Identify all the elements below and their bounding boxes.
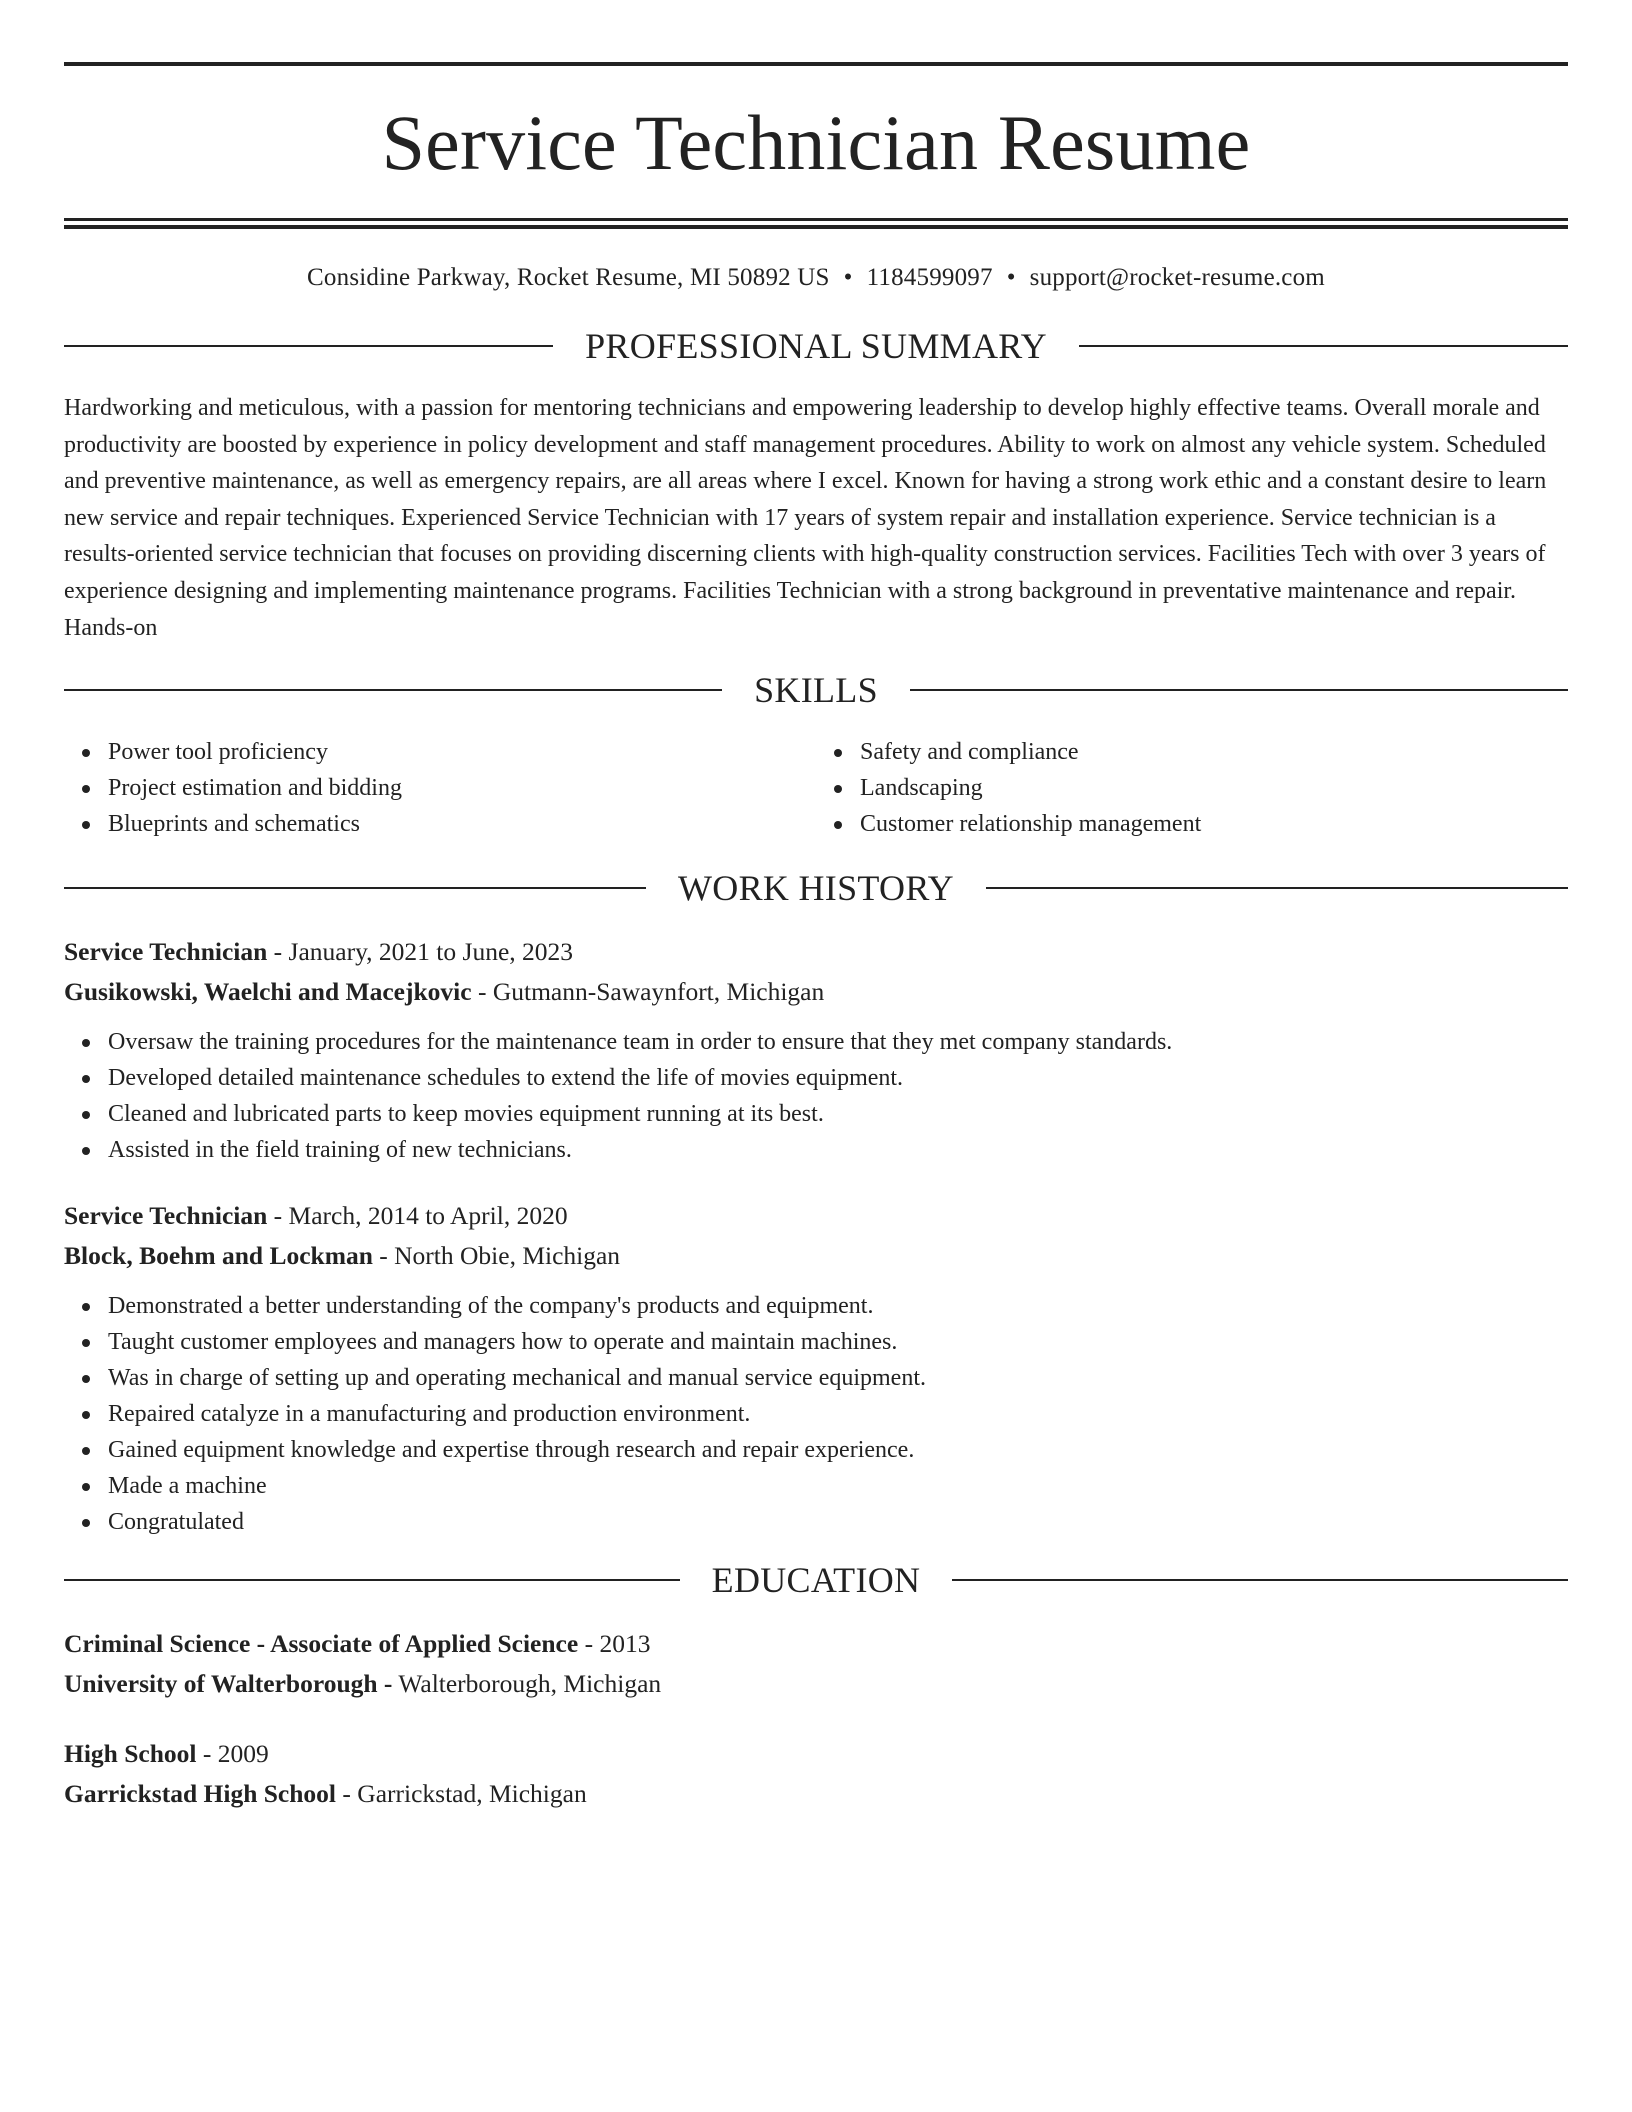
school: University of Walterborough - — [64, 1669, 393, 1699]
skills-column-right — [816, 734, 1568, 842]
degree-line — [64, 1734, 1568, 1774]
job-company: Gusikowski, Waelchi and Macejkovic — [64, 977, 472, 1007]
job-title: Service Technician — [64, 1201, 268, 1231]
heading-rule — [64, 887, 646, 889]
school-location: - Garrickstad, Michigan — [336, 1779, 587, 1809]
skills-list — [64, 734, 1568, 842]
skill-item: Blueprints and schematics — [108, 806, 816, 842]
heading-rule — [910, 689, 1568, 691]
duty-item: Cleaned and lubricated parts to keep movies equipment running at its best. — [108, 1096, 1568, 1132]
degree: High School — [64, 1739, 197, 1769]
duty-item: Demonstrated a better understanding of the company's products and equipment. — [108, 1288, 1568, 1324]
skill-item: Project estimation and bidding — [108, 770, 816, 806]
school-line — [64, 1664, 1568, 1704]
job-company-line — [64, 1236, 1568, 1276]
duty-item: Repaired catalyze in a manufacturing and production environment. — [108, 1396, 1568, 1432]
job-duties — [64, 1288, 1568, 1540]
job-title-line — [64, 1196, 1568, 1236]
job-company-line — [64, 972, 1568, 1012]
contact-separator: • — [843, 264, 853, 291]
education-entry — [64, 1734, 1568, 1814]
work-heading: WORK HISTORY — [678, 868, 954, 909]
duty-item: Made a machine — [108, 1468, 1568, 1504]
heading-rule — [952, 1579, 1568, 1581]
duty-item: Congratulated — [108, 1504, 1568, 1540]
job-company: Block, Boehm and Lockman — [64, 1241, 373, 1271]
education-heading: EDUCATION — [711, 1560, 921, 1601]
summary-text: Hardworking and meticulous, with a passion for mentoring technicians and empowering leadership to develop highly effective teams. Overall morale and productivity are boosted by experience in policy development and staff management procedures. Ability to work on almost any vehicle system. Scheduled and preventive maintenance, as well as emergency repairs, are all areas where I excel. Known for having a strong work ethic and a constant desire to learn new service and repair techniques. Experienced Service Technician with 17 years of system repair and installation experience. Service technician is a results-oriented service technician that focuses on providing discerning clients with high-quality construction services. Facilities Tech with over 3 years of experience designing and implementing maintenance programs. Facilities Technician with a strong background in preventative maintenance and repair. Hands-on — [64, 395, 1547, 641]
skill-item: Customer relationship management — [860, 806, 1568, 842]
job-title-line — [64, 932, 1568, 972]
duty-item: Assisted in the field training of new technicians. — [108, 1132, 1568, 1168]
page-title: Service Technician Resume — [381, 99, 1251, 186]
duty-item: Taught customer employees and managers how to operate and maintain machines. — [108, 1324, 1568, 1360]
contact-phone: 1184599097 — [866, 264, 993, 291]
summary-heading-row — [64, 328, 1568, 364]
job-location: - North Obie, Michigan — [372, 1241, 621, 1271]
job-entry — [64, 932, 1568, 1168]
duty-item: Gained equipment knowledge and expertise through research and repair experience. — [108, 1432, 1568, 1468]
duty-item: Was in charge of setting up and operating mechanical and manual service equipment. — [108, 1360, 1568, 1396]
degree-year: - 2013 — [578, 1629, 651, 1659]
heading-rule — [64, 345, 553, 347]
contact-line — [64, 265, 1568, 290]
heading-rule — [64, 1579, 680, 1581]
school-location: Walterborough, Michigan — [392, 1669, 662, 1699]
contact-email: support@rocket-resume.com — [1029, 264, 1325, 291]
contact-address: Considine Parkway, Rocket Resume, MI 50892 US — [307, 264, 830, 291]
job-title: Service Technician — [64, 937, 268, 967]
degree-line — [64, 1624, 1568, 1664]
duty-item: Oversaw the training procedures for the maintenance team in order to ensure that they met company standards. — [108, 1024, 1568, 1060]
heading-rule — [1079, 345, 1568, 347]
school: Garrickstad High School — [64, 1779, 337, 1809]
job-dates: - January, 2021 to June, 2023 — [267, 937, 574, 967]
contact-separator: • — [1006, 264, 1016, 291]
skill-item: Safety and compliance — [860, 734, 1568, 770]
skills-column-left — [64, 734, 816, 842]
top-rule — [64, 62, 1568, 66]
job-location: - Gutmann-Sawaynfort, Michigan — [471, 977, 825, 1007]
skills-heading: SKILLS — [754, 670, 878, 711]
heading-rule — [64, 689, 722, 691]
work-heading-row — [64, 868, 1568, 909]
job-duties — [64, 1024, 1568, 1168]
duty-item: Developed detailed maintenance schedules to extend the life of movies equipment. — [108, 1060, 1568, 1096]
education-heading-row — [64, 1560, 1568, 1601]
heading-rule — [986, 887, 1568, 889]
job-entry — [64, 1196, 1568, 1540]
skills-heading-row — [64, 670, 1568, 711]
double-rule — [64, 218, 1568, 229]
degree-year: - 2009 — [196, 1739, 269, 1769]
school-line — [64, 1774, 1568, 1814]
skill-item: Power tool proficiency — [108, 734, 816, 770]
skill-item: Landscaping — [860, 770, 1568, 806]
education-entry — [64, 1624, 1568, 1704]
job-dates: - March, 2014 to April, 2020 — [267, 1201, 568, 1231]
degree: Criminal Science - Associate of Applied Science — [64, 1629, 579, 1659]
summary-heading: PROFESSIONAL SUMMARY — [585, 326, 1047, 366]
